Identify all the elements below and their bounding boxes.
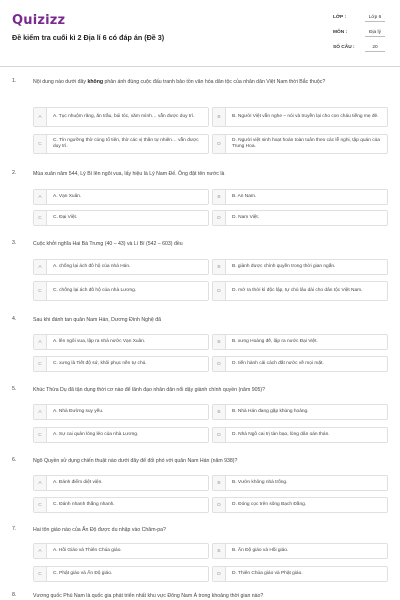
option-letter: D [213,282,226,300]
option-letter: C [34,357,47,371]
question-text: Ngô Quyền sử dụng chiến thuật nào dưới đây để đối phó với quân Nam Hán (năm 938)? [33,458,238,464]
option-letter: A [34,335,47,349]
option-letter: C [34,428,47,442]
option-text: D. Nhà Ngô cai trị tàn bạo, lòng dân oán thán. [232,431,330,437]
option-letter: C [34,211,47,225]
info-row-class [330,11,388,26]
option-letter: B [213,405,226,419]
question-number: 1. [12,78,17,84]
info-row-question-count [330,41,388,56]
answer-option[interactable] [33,259,209,275]
info-value: Lớp 6 [365,15,385,22]
option-letter: C [34,135,47,153]
answer-option[interactable] [33,404,209,420]
option-text: D. Thiên Chúa giáo và Phật giáo. [232,570,303,576]
question-text-part: Nội dung nào dưới đây [33,79,88,85]
answer-option[interactable] [212,543,388,559]
option-text: B. xưng Hoàng đế, lập ra nước Đại Việt. [232,338,318,344]
question-emphasis: không [87,79,104,85]
answer-option[interactable] [212,210,388,226]
answer-option[interactable] [33,189,209,205]
question-text: Sau khi đánh tan quân Nam Hán, Dương Đình Nghệ đã [33,317,161,323]
answer-option[interactable] [33,427,209,443]
answer-option[interactable] [33,356,209,372]
option-letter: C [34,282,47,300]
question-text [33,78,383,87]
option-text: A. chống lại ách đô hộ của nhà Hán. [53,263,131,269]
option-text: D. mở ra thời kì độc lập, tự chủ lâu dài cho dân tộc Việt Nam. [232,287,363,293]
option-letter: A [34,476,47,490]
answer-option[interactable] [212,134,388,154]
question-number: 4. [12,316,17,322]
option-text: B. Ấn Độ giáo và Hồi giáo. [232,547,289,553]
option-text: D. Đóng cọc trên sông Bạch Đằng. [232,501,307,507]
answer-option[interactable] [212,566,388,582]
question-number: 7. [12,526,17,532]
answer-option[interactable] [33,334,209,350]
option-letter: A [34,260,47,274]
option-text: C. xưng là Tiết độ sứ, khôi phục nền tự chủ. [53,360,147,366]
info-label: LỚP : [333,15,347,20]
option-letter: B [213,335,226,349]
answer-option[interactable] [33,134,209,154]
question-number: 8. [12,592,17,598]
answer-option[interactable] [212,107,388,127]
answer-option[interactable] [33,281,209,301]
option-text: C. Đại Việt. [53,214,78,220]
question-text: Mùa xuân năm 544, Lý Bí lên ngôi vua, lấy hiệu là Lý Nam Đế. Ông đặt tên nước là [33,171,225,177]
option-letter: B [213,260,226,274]
question-text-part: phản ánh đúng cuộc đấu tranh bảo tồn văn hóa dân tộc của nhân dân Việt Nam thời Bắc thuộc? [103,79,326,85]
quizizz-logo: Quizizz [12,13,66,28]
option-letter: D [213,498,226,512]
option-letter: D [213,211,226,225]
question-text: Khúc Thừa Dụ đã tận dụng thời cơ nào để lãnh đạo nhân dân nổi dậy giành chính quyền (năm 905)? [33,387,265,393]
answer-option[interactable] [212,475,388,491]
info-value: 20 [365,45,385,52]
option-text: D. Nam Việt. [232,214,260,220]
question-number: 6. [12,457,17,463]
answer-option[interactable] [212,427,388,443]
info-value: Địa lý [365,30,385,37]
answer-option[interactable] [33,475,209,491]
question-number: 5. [12,386,17,392]
info-row-subject [330,26,388,41]
option-text: C. chống lại ách đô hộ của nhà Lương. [53,287,137,293]
answer-option[interactable] [33,566,209,582]
answer-option[interactable] [212,404,388,420]
answer-option[interactable] [212,356,388,372]
option-text: A. Nhà Đường suy yếu. [53,408,104,414]
option-letter: D [213,357,226,371]
option-text: B. giành được chính quyền trong thời gian ngắn. [232,263,336,269]
option-letter: A [34,108,47,126]
document-title: Đề kiểm tra cuối kì 2 Địa lí 6 có đáp án (Đề 3) [12,33,165,42]
option-letter: D [213,135,226,153]
header-divider [0,66,400,67]
class-info-box [330,11,388,57]
option-text: C. Đánh nhanh thắng nhanh. [53,501,115,507]
option-letter: A [34,190,47,204]
option-text: B. Nhà Hán đang gặp khủng hoảng. [232,408,309,414]
option-text: A. lên ngôi vua, lập ra nhà nước Vạn Xuân. [53,338,146,344]
option-letter: D [213,428,226,442]
option-text: B. Vườn không nhà trống. [232,479,288,485]
option-letter: B [213,190,226,204]
option-text: C. Tín ngưỡng thờ cúng tổ tiên, thờ các vị thần tự nhiên… vẫn được duy trì. [53,137,199,149]
option-text: A. Hồi Giáo và Thiên Chúa giáo. [53,547,122,553]
answer-option[interactable] [33,543,209,559]
option-letter: B [213,476,226,490]
option-text: D. Người việt sinh hoạt hoàn toàn tuân theo các lễ nghi, tập quán của Trung Hoa. [232,137,380,149]
answer-option[interactable] [212,497,388,513]
answer-option[interactable] [212,334,388,350]
question-text: Cuộc khởi nghĩa Hai Bà Trưng (40 – 43) và Lí Bí (542 – 603) đều [33,241,183,247]
option-letter: B [213,544,226,558]
option-letter: A [34,405,47,419]
option-letter: D [213,567,226,581]
answer-option[interactable] [33,210,209,226]
answer-option[interactable] [212,259,388,275]
info-label: MÔN : [333,30,348,35]
answer-option[interactable] [212,281,388,301]
answer-option[interactable] [33,497,209,513]
option-text: B. An Nam. [232,193,257,199]
option-letter: A [34,544,47,558]
option-letter: B [213,108,226,126]
option-text: C. Phật giáo và Ấn Độ giáo. [53,570,113,576]
option-text: A. Vạn Xuân. [53,193,82,199]
option-text: D. tiến hành cải cách đất nước về mọi mặt. [232,360,324,366]
answer-option[interactable] [33,107,209,127]
option-text: B. Người Việt vẫn nghe – nói và truyền lại cho con cháu tiếng mẹ đẻ. [232,113,379,119]
question-text: Hai tôn giáo nào của Ấn Độ được du nhập vào Chăm-pa? [33,527,166,533]
option-text: A. Đánh điểm diệt viện. [53,479,103,485]
answer-option[interactable] [212,189,388,205]
option-letter: C [34,498,47,512]
option-text: A. Sự cai quản lỏng lẻo của nhà Lương. [53,431,139,437]
option-letter: C [34,567,47,581]
question-text: Vương quốc Phù Nam là quốc gia phát triển nhất khu vực Đông Nam Á trong khoảng thời gian nào? [33,593,264,599]
option-text: A. Tục nhuộm răng, ăn trầu, búi tóc, xăm mình… vẫn được duy trì. [53,113,195,119]
question-number: 2. [12,170,17,176]
page-header [0,0,400,66]
info-label: SỐ CÂU : [333,45,355,50]
question-number: 3. [12,240,17,246]
